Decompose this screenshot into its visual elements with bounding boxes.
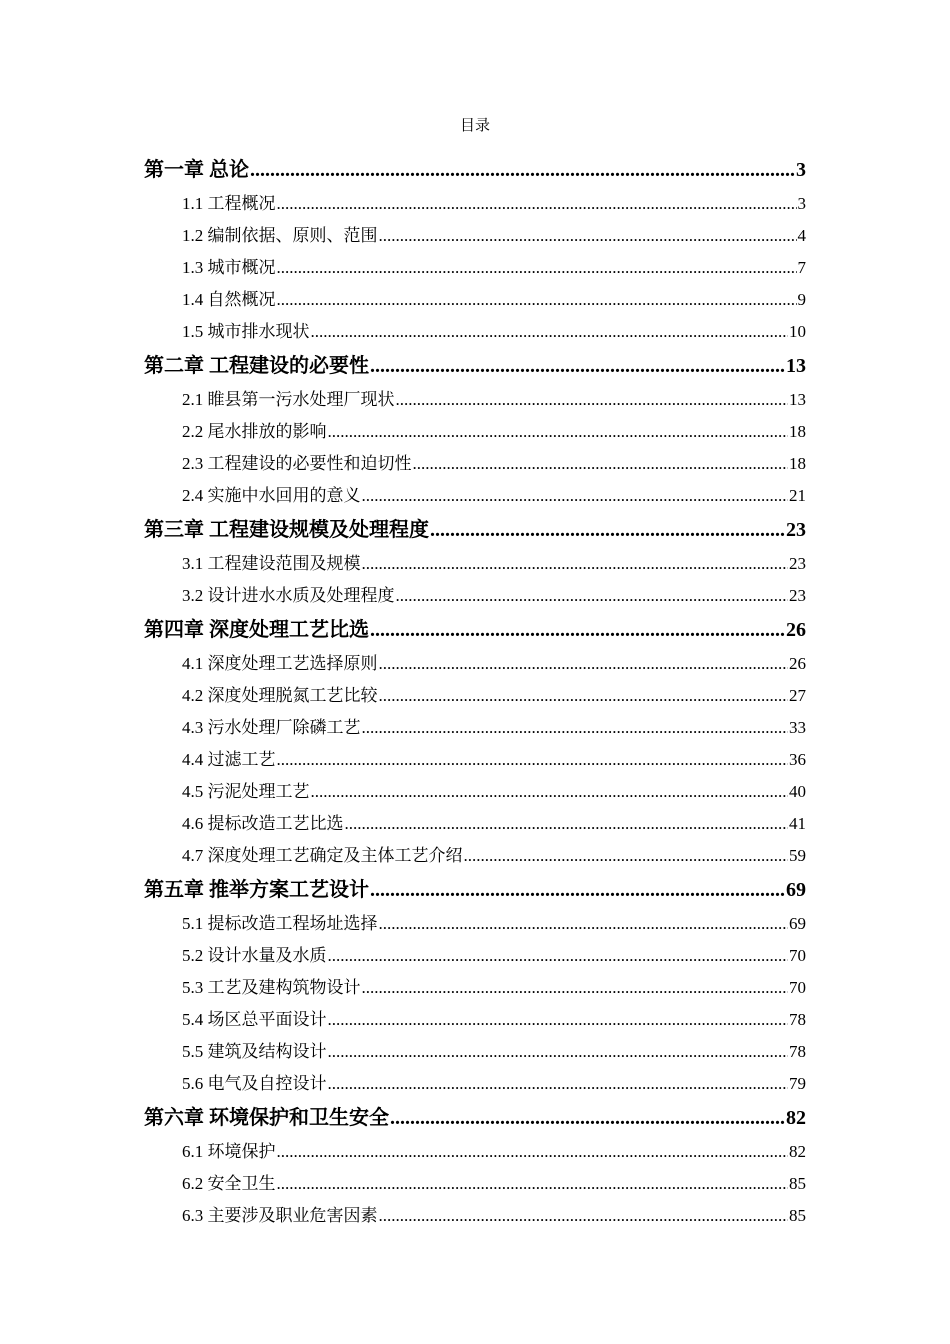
toc-section-entry[interactable] [144,972,806,1004]
toc-page-number: 82 [789,1142,806,1161]
toc-entry-label: 5.6 电气及自控设计 [182,1074,327,1093]
toc-dot-leader [311,316,789,348]
toc-section-entry[interactable] [144,712,806,744]
toc-dot-leader [390,1100,785,1136]
toc-section-entry[interactable] [144,1168,806,1200]
toc-page-number: 4 [797,226,806,245]
toc-section-entry[interactable] [144,776,806,808]
toc-entry-label: 6.3 主要涉及职业危害因素 [182,1206,378,1225]
toc-dot-leader [396,580,789,612]
toc-page-number: 69 [789,914,806,933]
toc-dot-leader [362,548,789,580]
toc-dot-leader [277,284,797,316]
toc-dot-leader [370,872,785,908]
toc-section-entry[interactable] [144,284,806,316]
toc-page-number: 7 [797,258,806,277]
toc-page-number: 3 [797,194,806,213]
toc-section-entry[interactable] [144,480,806,512]
toc-page-number: 78 [789,1042,806,1061]
toc-page-number: 70 [789,946,806,965]
toc-dot-leader [370,348,785,384]
toc-dot-leader [277,252,797,284]
toc-entry-label: 4.6 提标改造工艺比选 [182,814,344,833]
toc-section-entry[interactable] [144,384,806,416]
toc-entry-label: 1.3 城市概况 [182,258,276,277]
toc-entry-label: 4.7 深度处理工艺确定及主体工艺介绍 [182,846,463,865]
toc-entry-label: 4.2 深度处理脱氮工艺比较 [182,686,378,705]
toc-page-number: 82 [786,1107,806,1129]
toc-section-entry[interactable] [144,808,806,840]
toc-dot-leader [362,480,789,512]
toc-entry-label: 第四章 深度处理工艺比选 [144,619,369,641]
toc-section-entry[interactable] [144,744,806,776]
toc-page-number: 33 [789,718,806,737]
toc-entry-label: 第二章 工程建设的必要性 [144,355,369,377]
toc-entry-label: 1.4 自然概况 [182,290,276,309]
toc-dot-leader [277,744,789,776]
toc-dot-leader [370,612,785,648]
toc-entry-label: 2.4 实施中水回用的意义 [182,486,361,505]
toc-page-number: 3 [796,159,806,181]
toc-dot-leader [464,840,789,872]
toc-chapter-entry[interactable] [144,512,806,548]
toc-entry-label: 1.5 城市排水现状 [182,322,310,341]
toc-dot-leader [379,680,789,712]
toc-entry-label: 4.1 深度处理工艺选择原则 [182,654,378,673]
toc-section-entry[interactable] [144,840,806,872]
toc-section-entry[interactable] [144,1004,806,1036]
toc-dot-leader [345,808,789,840]
toc-section-entry[interactable] [144,680,806,712]
toc-section-entry[interactable] [144,448,806,480]
toc-title: 目录 [459,118,490,134]
toc-dot-leader [250,152,795,188]
toc-section-entry[interactable] [144,416,806,448]
toc-section-entry[interactable] [144,908,806,940]
toc-chapter-entry[interactable] [144,612,806,648]
toc-entry-label: 5.1 提标改造工程场址选择 [182,914,378,933]
toc-section-entry[interactable] [144,1200,806,1232]
toc-dot-leader [311,776,789,808]
toc-dot-leader [328,1036,789,1068]
toc-page-number: 18 [789,422,806,441]
toc-entry-label: 4.3 污水处理厂除磷工艺 [182,718,361,737]
toc-dot-leader [396,384,789,416]
toc-dot-leader [379,648,789,680]
table-of-contents [144,152,806,1232]
toc-entry-label: 第一章 总论 [144,159,249,181]
toc-page-number: 18 [789,454,806,473]
toc-entry-label: 6.2 安全卫生 [182,1174,276,1193]
toc-entry-label: 6.1 环境保护 [182,1142,276,1161]
toc-entry-label: 5.4 场区总平面设计 [182,1010,327,1029]
toc-dot-leader [328,1068,789,1100]
toc-dot-leader [277,188,797,220]
toc-dot-leader [277,1136,789,1168]
toc-page-number: 9 [797,290,806,309]
toc-page-number: 26 [789,654,806,673]
toc-page-number: 59 [789,846,806,865]
toc-entry-label: 第三章 工程建设规模及处理程度 [144,519,429,541]
toc-entry-label: 第六章 环境保护和卫生安全 [144,1107,389,1129]
toc-chapter-entry[interactable] [144,348,806,384]
toc-entry-label: 4.5 污泥处理工艺 [182,782,310,801]
toc-entry-label: 2.2 尾水排放的影响 [182,422,327,441]
toc-section-entry[interactable] [144,940,806,972]
toc-entry-label: 3.1 工程建设范围及规模 [182,554,361,573]
toc-entry-label: 5.3 工艺及建构筑物设计 [182,978,361,997]
toc-page-number: 26 [786,619,806,641]
toc-entry-label: 2.3 工程建设的必要性和迫切性 [182,454,412,473]
toc-page-number: 69 [786,879,806,901]
toc-page-number: 13 [786,355,806,377]
toc-page-number: 23 [789,554,806,573]
toc-entry-label: 3.2 设计进水水质及处理程度 [182,586,395,605]
toc-section-entry[interactable] [144,548,806,580]
toc-page-number: 79 [789,1074,806,1093]
toc-section-entry[interactable] [144,1036,806,1068]
toc-page-number: 23 [789,586,806,605]
toc-section-entry[interactable] [144,580,806,612]
toc-chapter-entry[interactable] [144,152,806,188]
toc-dot-leader [328,416,789,448]
toc-dot-leader [328,940,789,972]
toc-chapter-entry[interactable] [144,872,806,908]
toc-page-number: 21 [789,486,806,505]
toc-dot-leader [328,1004,789,1036]
toc-entry-label: 5.5 建筑及结构设计 [182,1042,327,1061]
toc-page-number: 70 [789,978,806,997]
toc-section-entry[interactable] [144,220,806,252]
toc-dot-leader [379,220,797,252]
toc-page-number: 10 [789,322,806,341]
toc-chapter-entry[interactable] [144,1100,806,1136]
toc-section-entry[interactable] [144,1068,806,1100]
toc-dot-leader [277,1168,789,1200]
toc-section-entry[interactable] [144,648,806,680]
toc-dot-leader [413,448,789,480]
toc-page-number: 36 [789,750,806,769]
toc-page-number: 85 [789,1206,806,1225]
toc-entry-label: 1.1 工程概况 [182,194,276,213]
toc-dot-leader [362,712,789,744]
toc-entry-label: 5.2 设计水量及水质 [182,946,327,965]
toc-section-entry[interactable] [144,316,806,348]
toc-section-entry[interactable] [144,252,806,284]
toc-entry-label: 2.1 睢县第一污水处理厂现状 [182,390,395,409]
toc-entry-label: 1.2 编制依据、原则、范围 [182,226,378,245]
toc-page-number: 23 [786,519,806,541]
toc-page-number: 27 [789,686,806,705]
toc-dot-leader [379,1200,789,1232]
toc-section-entry[interactable] [144,188,806,220]
toc-dot-leader [362,972,789,1004]
toc-page-number: 40 [789,782,806,801]
toc-dot-leader [430,512,785,548]
toc-page-number: 85 [789,1174,806,1193]
toc-section-entry[interactable] [144,1136,806,1168]
toc-entry-label: 4.4 过滤工艺 [182,750,276,769]
toc-page-number: 13 [789,390,806,409]
toc-entry-label: 第五章 推举方案工艺设计 [144,879,369,901]
toc-dot-leader [379,908,789,940]
toc-page-number: 41 [789,814,806,833]
toc-page-number: 78 [789,1010,806,1029]
